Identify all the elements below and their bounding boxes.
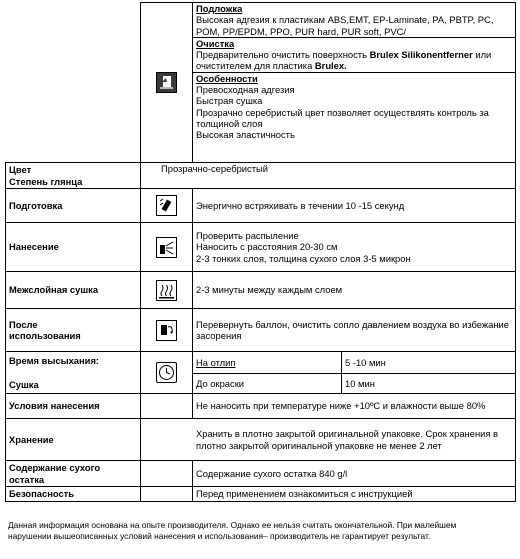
disclaimer (8, 520, 513, 542)
features-title: Особенности (196, 72, 258, 84)
feature-item: Превосходная адгезия (196, 83, 295, 95)
interlayer-value: 2-3 минуты между каждым слоем (193, 272, 516, 309)
spray-icon (156, 237, 177, 258)
shake-can-icon (156, 195, 177, 216)
color-label: Цвет Степень глянца (6, 163, 141, 189)
substrate-title: Подложка (196, 3, 243, 14)
storage-label: Хранение (6, 419, 141, 461)
feature-item: Быстрая сушка (196, 95, 263, 107)
empty-cell (141, 461, 193, 487)
apply-value: Проверить распыление Наносить с расстояния 20-30 см 2-3 тонких слоя, толщина сухого слоя 3-5 микрон (193, 223, 516, 272)
empty-cell (141, 487, 193, 502)
conditions-label: Условия нанесения (6, 394, 141, 419)
disclaimer-line: нарушении вышеописанных условий нанесения и использования– производитель не гарантирует результат. (8, 530, 431, 541)
conditions-value: Не наносить при температуре ниже +10ºС и влажности выше 80% (193, 394, 516, 419)
drying-touch-value: 5 -10 мин (342, 352, 516, 374)
hand-wipe-icon (156, 72, 177, 93)
solids-label: Содержание сухого остатка (6, 461, 141, 487)
icon-cell (141, 3, 193, 163)
icon-cell (141, 352, 193, 394)
drying-sand-value: 10 мин (342, 374, 516, 394)
interlayer-label: Межслойная сушка (6, 272, 141, 309)
drying-heat-icon (156, 280, 177, 301)
color-value: Прозрачно-серебристый (141, 163, 516, 189)
invert-can-icon (156, 320, 177, 341)
storage-value: Хранить в плотно закрытой оригинальной упаковке. Срок хранения в плотно закрытой оригинальной упаковке не менее 2 лет (141, 419, 516, 461)
drying-sand-label: До окраски (193, 374, 342, 394)
apply-label: Нанесение (6, 223, 141, 272)
tds-table (5, 2, 516, 502)
prep-value: Энергично встряхивать в течении 10 -15 секунд (193, 189, 516, 223)
icon-cell (141, 189, 193, 223)
drying-label: Время высыхания: Сушка (6, 352, 141, 394)
empty-cell (141, 394, 193, 419)
prep-label: Подготовка (6, 189, 141, 223)
icon-cell (141, 223, 193, 272)
safety-label: Безопасность (6, 487, 141, 502)
icon-cell (141, 272, 193, 309)
feature-item: Прозрачно серебристый цвет позволяет осуществлять контроль за толщиной слоя (196, 106, 489, 129)
feature-item: Высокая эластичность (196, 129, 295, 141)
icon-cell (141, 309, 193, 352)
empty-cell (6, 3, 141, 163)
drying-touch-label: На отлип (193, 352, 342, 374)
cleaning-title: Очистка (196, 37, 235, 49)
safety-value: Перед применением ознакомиться с инструкцией (193, 487, 516, 502)
after-label: После использования (6, 309, 141, 352)
disclaimer-line: Данная информация основана на опыте производителя. Однако ее нельзя считать окончательной. При малейшем (8, 520, 457, 530)
cleaning-text: Предварительно очистить поверхность Brulex Silikonentferner или очистителем для пластика Brulex. (196, 49, 492, 72)
clock-icon (156, 362, 177, 383)
solids-value: Содержание сухого остатка 840 g/l (193, 461, 516, 487)
info-block (193, 3, 516, 163)
after-value: Перевернуть баллон, очистить сопло давлением воздуха во избежание засорения (193, 309, 516, 352)
substrate-text: Высокая адгезия к пластикам ABS,EMT, EP-Laminate, PA, PBTP, PC, POM, PP/EPDM, PPO, PUR hard, PUR soft, PVC/ (196, 14, 494, 37)
